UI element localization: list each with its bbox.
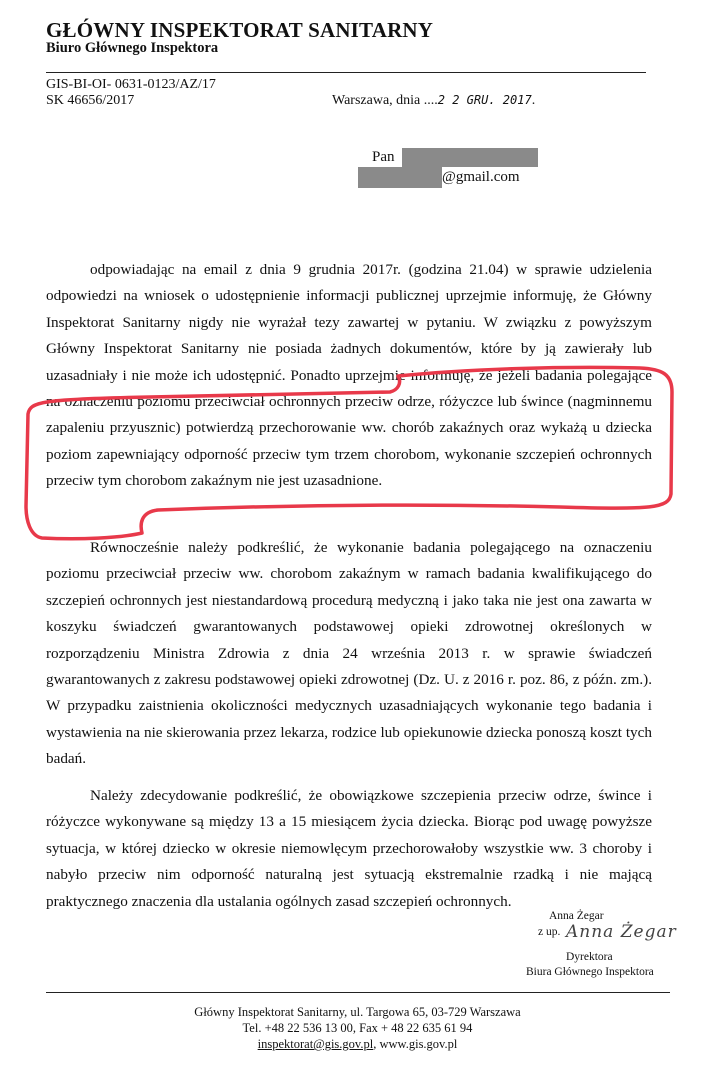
- footer-contact: [0, 1036, 715, 1053]
- header-divider: [46, 72, 646, 73]
- paragraph-3-text: Należy zdecydowanie podkreślić, że obowiązkowe szczepienia przeciw odrze, śwince i różyczce wykonywane są między 13 a 15 miesiącem życia dziecka. Biorąc pod uwagę powyższe sytuacja, w której dziecko w okresie niemowlęcym przechorowałoby wszystkie ww. 3 choroby i nabyło przeciw nim odporność naturalną jest sytuacją ekstremalnie rzadką i nie mającą praktycznego znaczenia dla ustalania ogólnych zasad szczepień ochronnych.: [46, 787, 652, 910]
- signatory-title: Dyrektora: [566, 951, 613, 963]
- place-date-prefix: Warszawa, dnia ....: [332, 93, 438, 108]
- on-behalf-label: z up.: [538, 926, 561, 938]
- recipient-email-domain: @gmail.com: [442, 168, 520, 185]
- case-number: GIS-BI-OI- 0631-0123/AZ/17: [46, 77, 216, 92]
- body-paragraph-1: [46, 257, 652, 495]
- place-date-suffix: .: [531, 93, 536, 108]
- recipient-salutation: Pan: [372, 148, 395, 165]
- redacted-email-user: [358, 167, 442, 188]
- handwritten-date: 2 2 GRU. 2017: [437, 93, 532, 107]
- footer-phone-fax: Tel. +48 22 536 13 00, Fax + 48 22 635 61 94: [242, 1021, 473, 1035]
- recipient-name-line: [372, 148, 538, 167]
- handwritten-signature: Anna Żegar: [566, 922, 677, 942]
- footer-address: Główny Inspektorat Sanitarny, ul. Targowa 65, 03-729 Warszawa: [194, 1005, 521, 1019]
- body-paragraph-2: [46, 535, 652, 773]
- office-name: Biuro Głównego Inspektora: [46, 40, 219, 56]
- place-date: [332, 93, 535, 109]
- footer-separator: ,: [373, 1037, 380, 1051]
- paragraph-2-text: Równocześnie należy podkreślić, że wykonanie badania polegającego na oznaczeniu poziomu przeciwciał przeciw ww. chorobom zakaźnym w ramach badania kwalifikującego do szczepień ochronnych jest niestandardową procedurą medyczną i jako taka nie jest ona zawarta w koszyku świadczeń gwarantowanych podstawowej opieki zdrowotnej określonych w rozporządzeniu Ministra Zdrowia z dnia 24 września 2013 r. w sprawie świadczeń gwarantowanych z zakresu podstawowej opieki zdrowotnej (Dz. U. z 2016 r. poz. 86, z późn. zm.). W przypadku zaistnienia okoliczności medycznych uzasadniających wykonanie tego badania i wystawienia na nie skierowania przez lekarza, rodzice lub opiekunowie dziecka ponoszą koszt tych badań.: [46, 539, 652, 768]
- paragraph-1-text: odpowiadając na email z dnia 9 grudnia 2017r. (godzina 21.04) w sprawie udzielenia odpowiedzi na wniosek o udostępnienie informacji publicznej uprzejmie informuję, że Główny Inspektorat Sanitarny nigdy nie wyrażał tezy zawartej w pytaniu. W związku z powyższym Główny Inspektorat Sanitarny nie posiada żadnych dokumentów, które by ją zawierały lub uzasadniały i nie może ich udostępnić. Ponadto uprzejmie informuję, że jeżeli badania polegające na oznaczeniu poziomu przeciwciał ochronnych przeciw odrze, różyczce lub śwince (nagminnemu zapaleniu przyusznic) potwierdzą przechorowanie ww. chorób zakaźnych oraz wykażą u dziecka poziom zapewniający odporność przeciw tym trzem chorobom, wykonanie szczepień ochronnych przeciw tym chorobom zakaźnym nie jest uzasadnione.: [46, 261, 652, 490]
- organization-name: GŁÓWNY INSPEKTORAT SANITARNY: [46, 18, 434, 42]
- signatory-office: Biura Głównego Inspektora: [526, 966, 654, 978]
- body-paragraph-3: [46, 783, 652, 915]
- footer-website-link[interactable]: www.gis.gov.pl: [379, 1037, 458, 1051]
- recipient-email-line: [358, 167, 520, 188]
- footer-email-link[interactable]: inspektorat@gis.gov.pl: [257, 1037, 374, 1051]
- footer-divider: [46, 992, 670, 993]
- signatory-name: Anna Żegar: [549, 910, 604, 922]
- sk-number: SK 46656/2017: [46, 93, 135, 108]
- redacted-name: [402, 148, 538, 167]
